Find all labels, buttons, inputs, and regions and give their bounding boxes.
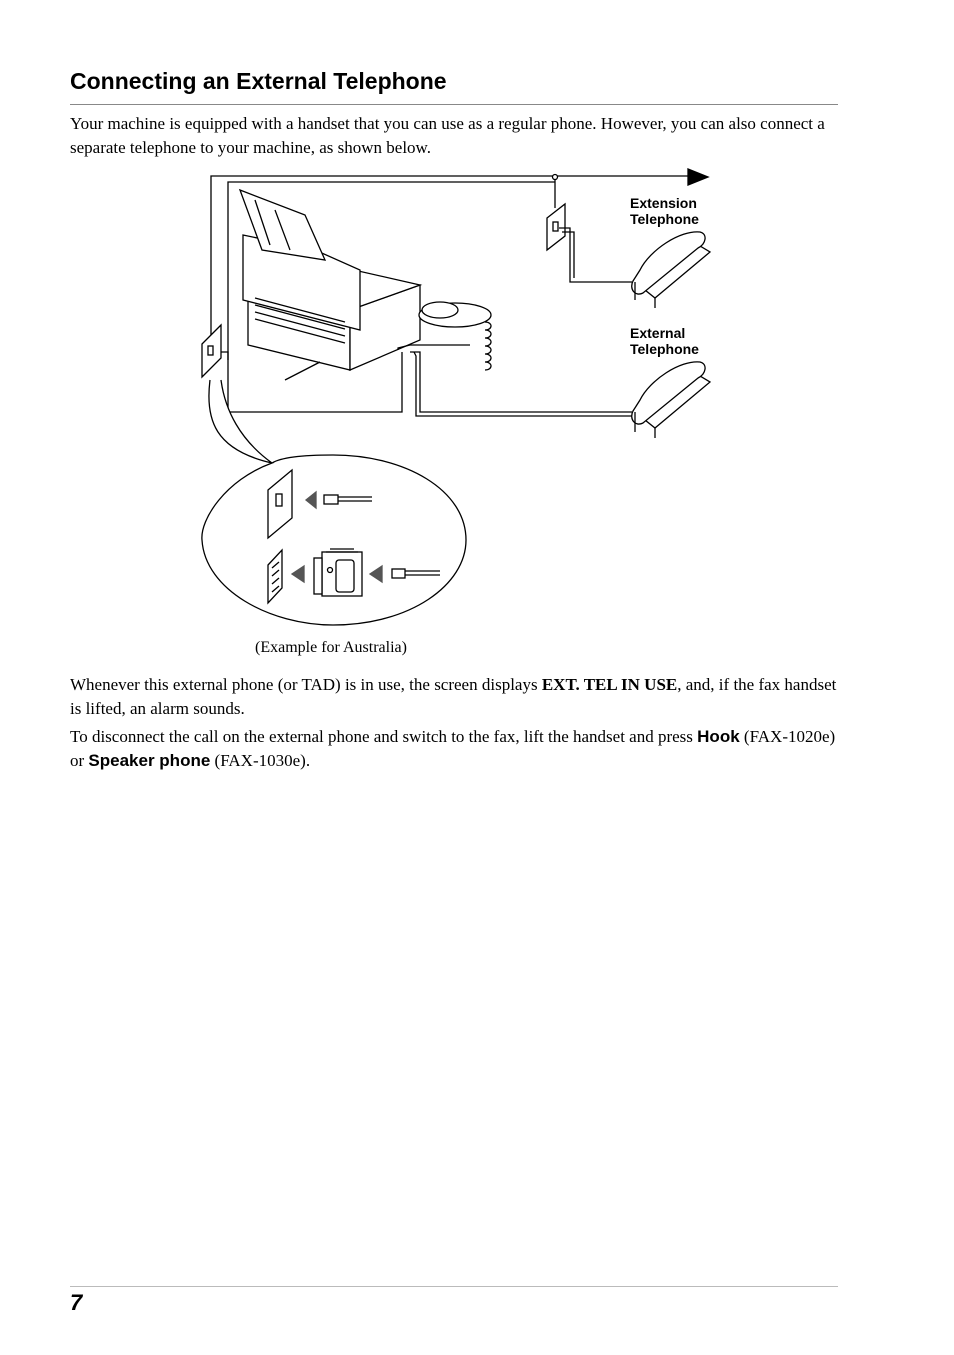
disconnect-text-after: (FAX-1030e). bbox=[210, 751, 311, 770]
hook-key-label: Hook bbox=[697, 727, 740, 746]
extension-wall-jack-icon bbox=[547, 204, 632, 282]
external-phone-cord bbox=[410, 352, 632, 412]
page-title: Connecting an External Telephone bbox=[70, 68, 447, 94]
ext-text-after: , and, if the fax handset is lifted, an alarm sounds. bbox=[70, 675, 837, 718]
ext-tel-paragraph bbox=[70, 673, 840, 721]
ext-text-before: Whenever this external phone (or TAD) is in use, the screen displays bbox=[70, 675, 542, 694]
footer-rule bbox=[70, 1286, 838, 1287]
extension-label-line2: Telephone bbox=[630, 211, 699, 227]
disconnect-text-middle: (FAX-1020e) or bbox=[70, 727, 836, 770]
fax-machine-icon bbox=[240, 190, 491, 380]
fax-line-connector bbox=[398, 345, 470, 350]
page-number: 7 bbox=[70, 1290, 83, 1315]
external-label-line1: External bbox=[630, 325, 686, 341]
disconnect-paragraph bbox=[70, 725, 840, 773]
external-label-line2: Telephone bbox=[630, 341, 699, 357]
speaker-phone-key-label: Speaker phone bbox=[88, 751, 211, 770]
extension-telephone-label bbox=[630, 195, 699, 227]
extension-telephone-icon bbox=[632, 232, 710, 308]
external-telephone-icon bbox=[632, 362, 710, 438]
disconnect-text-before: To disconnect the call on the external phone and switch to the fax, lift the handset and press bbox=[70, 727, 698, 746]
intro-paragraph: Your machine is equipped with a handset that you can use as a regular phone. However, you can also connect a separate telephone to your machine, as shown below. bbox=[70, 114, 825, 157]
diagram-caption: (Example for Australia) bbox=[255, 639, 407, 656]
extension-label-line1: Extension bbox=[630, 195, 697, 211]
ext-tel-in-use-display: EXT. TEL IN USE bbox=[541, 675, 678, 694]
external-telephone-label bbox=[630, 325, 699, 357]
